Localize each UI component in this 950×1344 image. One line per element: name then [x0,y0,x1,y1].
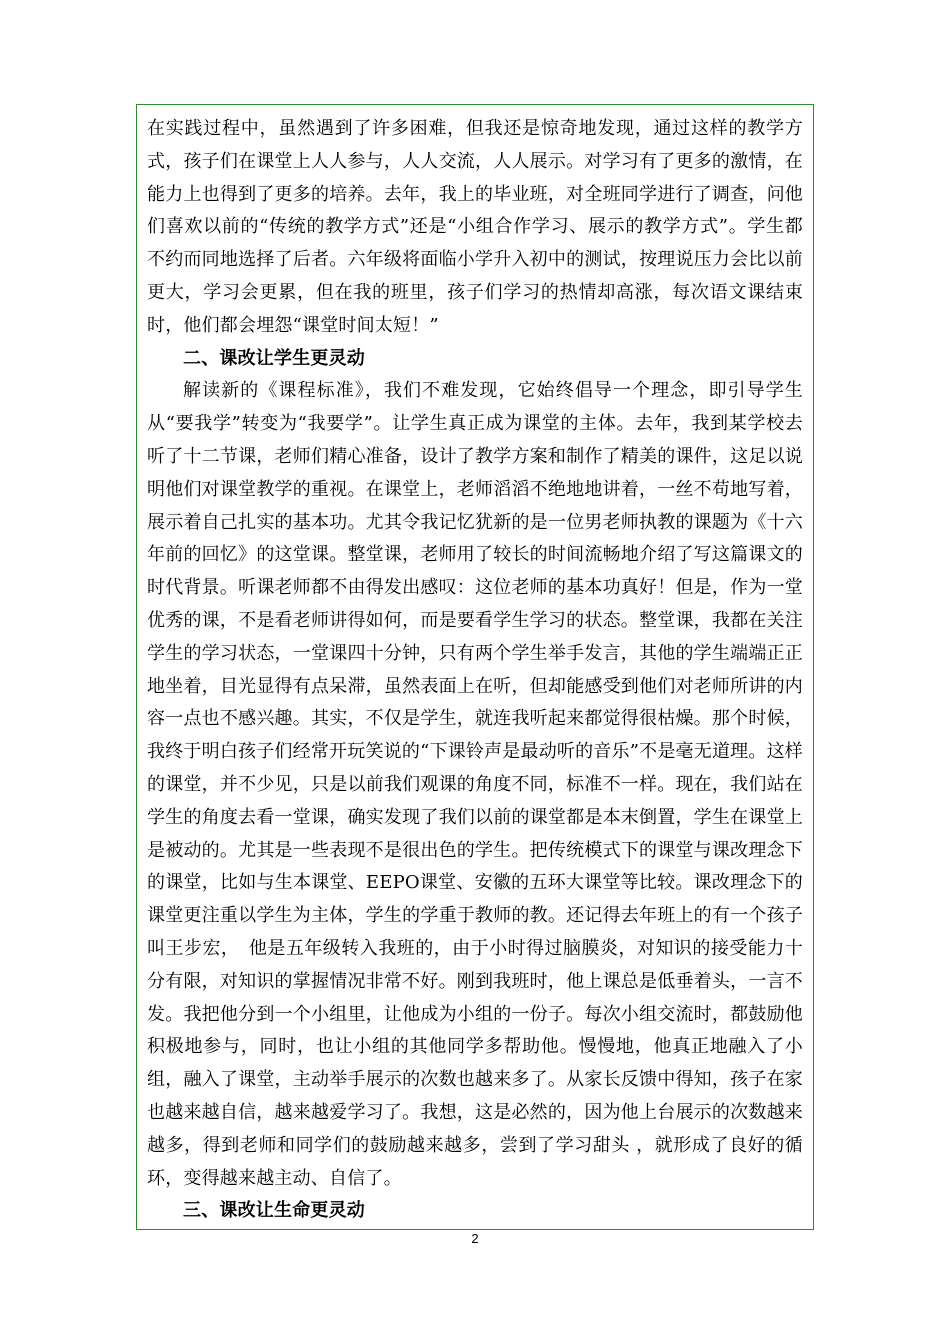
paragraph-3 [147,1228,803,1230]
page-number: 2 [471,1231,479,1246]
content-box [136,104,814,1230]
paragraph-2: 解读新的《课程标准》，我们不难发现，它始终倡导一个理念，即引导学生从“要我学”转变为“我要学”。让学生真正成为课堂的主体。去年，我到某学校去听了十二节课，老师们精心准备，设计了教学方案和制作了精美的课件，这足以说明他们对课堂教学的重视。在课堂上，老师滔滔不绝地地讲着，一丝不苟地写着，展示着自己扎实的基本功。尤其令我记忆犹新的是一位男老师执教的课题为《十六年前的回忆》的这堂课。整堂课，老师用了较长的时间流畅地介绍了写这篇课文的时代背景。听课老师都不由得发出感叹：这位老师的基本功真好！但是，作为一堂优秀的课，不是看老师讲得如何，而是要看学生学习的状态。整堂课，我都在关注学生的学习状态，一堂课四十分钟，只有两个学生举手发言，其他的学生端端正正地坐着，目光显得有点呆滞，虽然表面上在听，但却能感受到他们对老师所讲的内容一点也不感兴趣。其实，不仅是学生，就连我听起来都觉得很枯燥。那个时候，我终于明白孩子们经常开玩笑说的“下课铃声是最动听的音乐”不是毫无道理。这样的课堂，并不少见，只是以前我们观课的角度不同，标准不一样。现在，我们站在学生的角度去看一堂课，确实发现了我们以前的课堂都是本末倒置，学生在课堂上是被动的。尤其是一些表现不是很出色的学生。把传统模式下的课堂与课改理念下的课堂，比如与生本课堂、EEPO课堂、安徽的五环大课堂等比较。课改理念下的课堂更注重以学生为主体，学生的学重于教师的教。还记得去年班上的有一个孩子叫王步宏， 他是五年级转入我班的，由于小时得过脑膜炎，对知识的接受能力十分有限，对知识的掌握情况非常不好。刚到我班时，他上课总是低垂着头，一言不发。我把他分到一个小组里，让他成为小组的一份子。每次小组交流时，都鼓励他积极地参与，同时，也让小组的其他同学多帮助他。慢慢地，他真正地融入了小组，融入了课堂，主动举手展示的次数也越来多了。从家长反馈中得知，孩子在家也越来越自信，越来越爱学习了。我想，这是必然的，因为他上台展示的次数越来越多，得到老师和同学们的鼓励越来越多，尝到了学习甜头 ，就形成了良好的循环，变得越来越主动、自信了。 [147,380,803,1189]
section-heading-2: 二、课改让学生更灵动 [183,347,365,369]
paragraph-1: 在实践过程中，虽然遇到了许多困难，但我还是惊奇地发现，通过这样的教学方式，孩子们在课堂上人人参与，人人交流，人人展示。对学习有了更多的激情，在能力上也得到了更多的培养。去年，我上的毕业班，对全班同学进行了调查，问他们喜欢以前的“传统的教学方式”还是“小组合作学习、展示的教学方式”。学生都不约而同地选择了后者。六年级将面临小学升入初中的测试，按理说压力会比以前更大，学习会更累，但在我的班里，孩子们学习的热情却高涨，每次语文课结束时，他们都会埋怨“课堂时间太短！” [147,118,803,336]
section-heading-3: 三、课改让生命更灵动 [183,1200,365,1222]
